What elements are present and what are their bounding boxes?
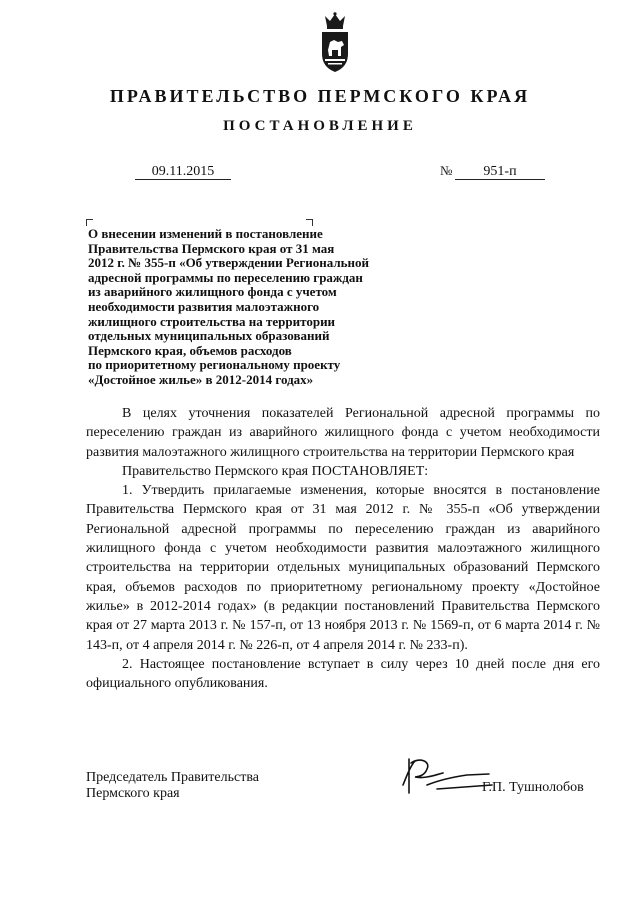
subject-line: адресной программы по переселению граждан	[88, 269, 363, 285]
subject-corner-right	[306, 219, 313, 226]
signer-position-line: Председатель Правительства	[86, 770, 259, 785]
number-sign: №	[440, 163, 453, 178]
document-date: 09.11.2015	[135, 164, 231, 180]
resolves-paragraph: Правительство Пермского края ПОСТАНОВЛЯЕТ:	[122, 463, 429, 479]
signer-position-line: Пермского края	[86, 786, 180, 801]
document-number: 951-п	[455, 164, 545, 180]
document-type: ПОСТАНОВЛЕНИЕ	[223, 118, 417, 134]
government-title: ПРАВИТЕЛЬСТВО ПЕРМСКОГО КРАЯ	[109, 86, 531, 106]
preamble-paragraph: В целях уточнения показателей Региональной адресной программы по переселению граждан из аварийного жилищного фонда с учетом необходимости развития малоэтажного жилищного строительства на территории Пермского края	[86, 406, 600, 460]
subject-line: отдельных муниципальных образований	[88, 328, 330, 344]
subject-line: из аварийного жилищного фонда с учетом	[88, 284, 337, 300]
document-subject	[88, 227, 428, 388]
document-body	[86, 404, 600, 693]
signer-position	[86, 770, 259, 802]
subject-line: необходимости развития малоэтажного	[88, 298, 320, 314]
subject-line: О внесении изменений в постановление	[88, 226, 323, 241]
subject-line: Правительства Пермского края от 31 мая	[88, 240, 335, 256]
item-2-paragraph: 2. Настоящее постановление вступает в силу через 10 дней после дня его официального опубликования.	[86, 656, 600, 692]
subject-line: жилищного строительства на территории	[88, 313, 336, 329]
subject-line: по приоритетному региональному проекту	[88, 357, 341, 373]
item-1-paragraph: 1. Утвердить прилагаемые изменения, которые вносятся в постановление Правительства Пермского края от 31 мая 2012 г. № 355-п «Об утверждении Региональной адресной программы по переселению граждан из аварийного жилищного фонда с учетом необходимости развития малоэтажного жилищного строительства на территории отдельных муниципальных образований Пермского края, объемов расходов по приоритетному региональному проекту «Достойное жилье» в 2012-2014 годах» (в редакции постановлений Правительства Пермского края от 27 марта 2013 г. № 157-п, от 13 ноября 2013 г. № 1569-п, от 6 марта 2014 г. № 143-п, от 4 апреля 2014 г. № 226-п, от 4 апреля 2014 г. № 233-п).	[86, 483, 600, 653]
coat-of-arms-icon	[317, 12, 353, 74]
signer-name: Г.П. Тушнолобов	[482, 780, 584, 795]
subject-line: 2012 г. № 355-п «Об утверждении Региональной	[88, 255, 370, 271]
subject-corner-left	[86, 219, 93, 226]
subject-line: Пермского края, объемов расходов	[88, 342, 292, 358]
subject-line: «Достойное жилье» в 2012-2014 годах»	[88, 371, 314, 387]
